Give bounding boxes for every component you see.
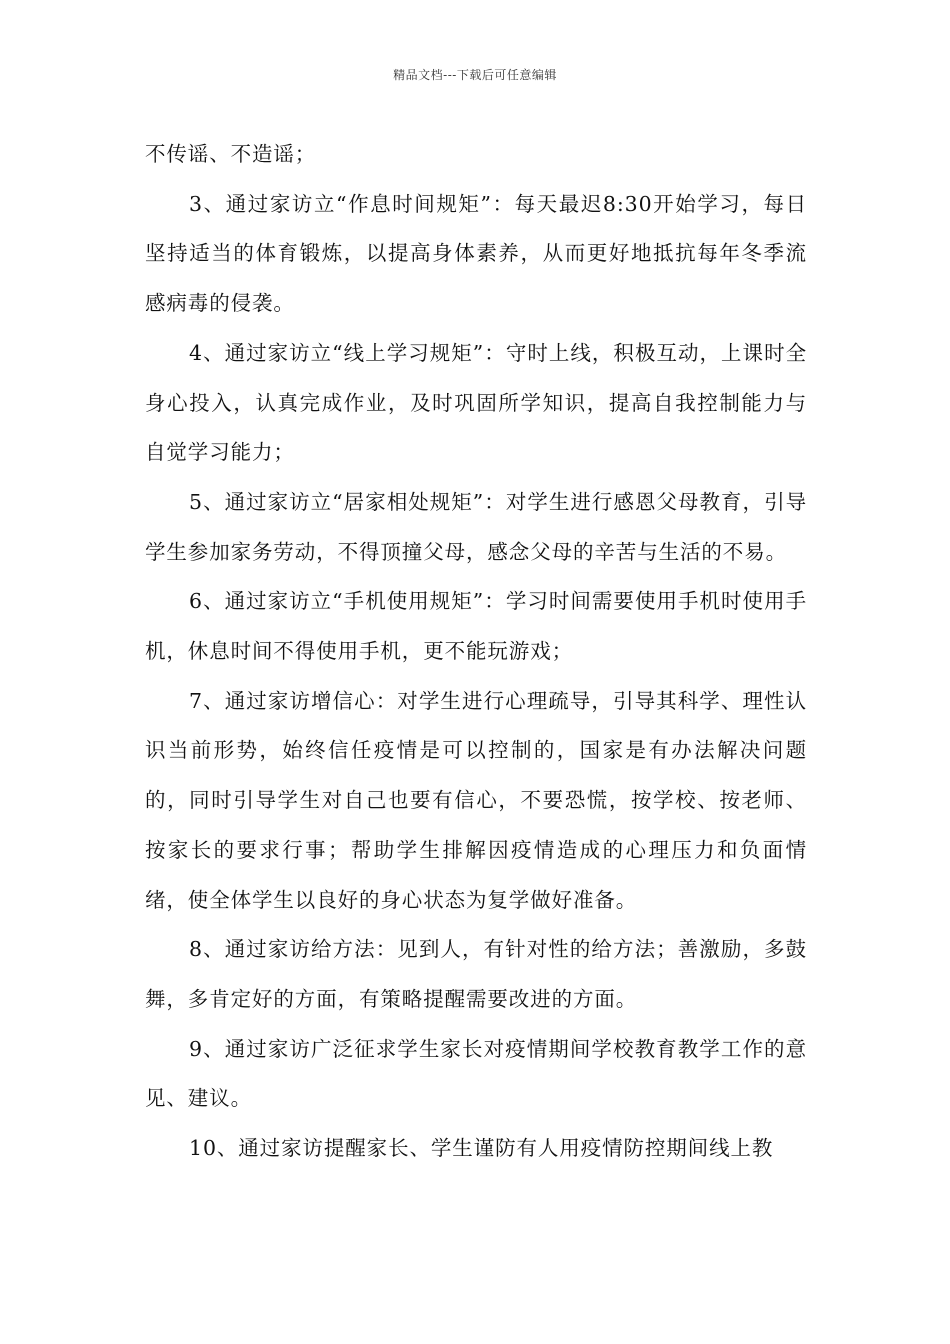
document-body	[145, 130, 807, 1174]
paragraph-item-10: 10、通过家访提醒家长、学生谨防有人用疫情防控期间线上教	[189, 1136, 774, 1161]
paragraph-item-9: 9、通过家访广泛征求学生家长对疫情期间学校教育教学工作的意见、建议。	[145, 1036, 807, 1111]
paragraph-item-8: 8、通过家访给方法：见到人，有针对性的给方法；善激励，多鼓舞，多肯定好的方面，有策略提醒需要改进的方面。	[145, 937, 807, 1011]
paragraph-item-3: 3、通过家访立“作息时间规矩”：每天最迟8:30开始学习，每日坚持适当的体育锻炼，以提高身体素养，从而更好地抵抗每年冬季流感病毒的侵袭。	[145, 191, 807, 316]
paragraph-continuation: 不传谣、不造谣；	[145, 142, 317, 166]
paragraph-item-6: 6、通过家访立“手机使用规矩”：学习时间需要使用手机时使用手机，休息时间不得使用手机，更不能玩游戏；	[145, 589, 807, 664]
paragraph-item-5: 5、通过家访立“居家相处规矩”：对学生进行感恩父母教育，引导学生参加家务劳动，不得顶撞父母，感念父母的辛苦与生活的不易。	[145, 489, 807, 564]
paragraph-item-4: 4、通过家访立“线上学习规矩”：守时上线，积极互动，上课时全身心投入，认真完成作业，及时巩固所学知识，提高自我控制能力与自觉学习能力；	[145, 340, 807, 465]
page-header: 精品文档---下载后可任意编辑	[393, 68, 557, 82]
paragraph-item-7: 7、通过家访增信心：对学生进行心理疏导，引导其科学、理性认识当前形势，始终信任疫情是可以控制的，国家是有办法解决问题的，同时引导学生对自己也要有信心，不要恐慌，按学校、按老师、按家长的要求行事；帮助学生排解因疫情造成的心理压力和负面情绪，使全体学生以良好的身心状态为复学做好准备。	[145, 688, 807, 912]
